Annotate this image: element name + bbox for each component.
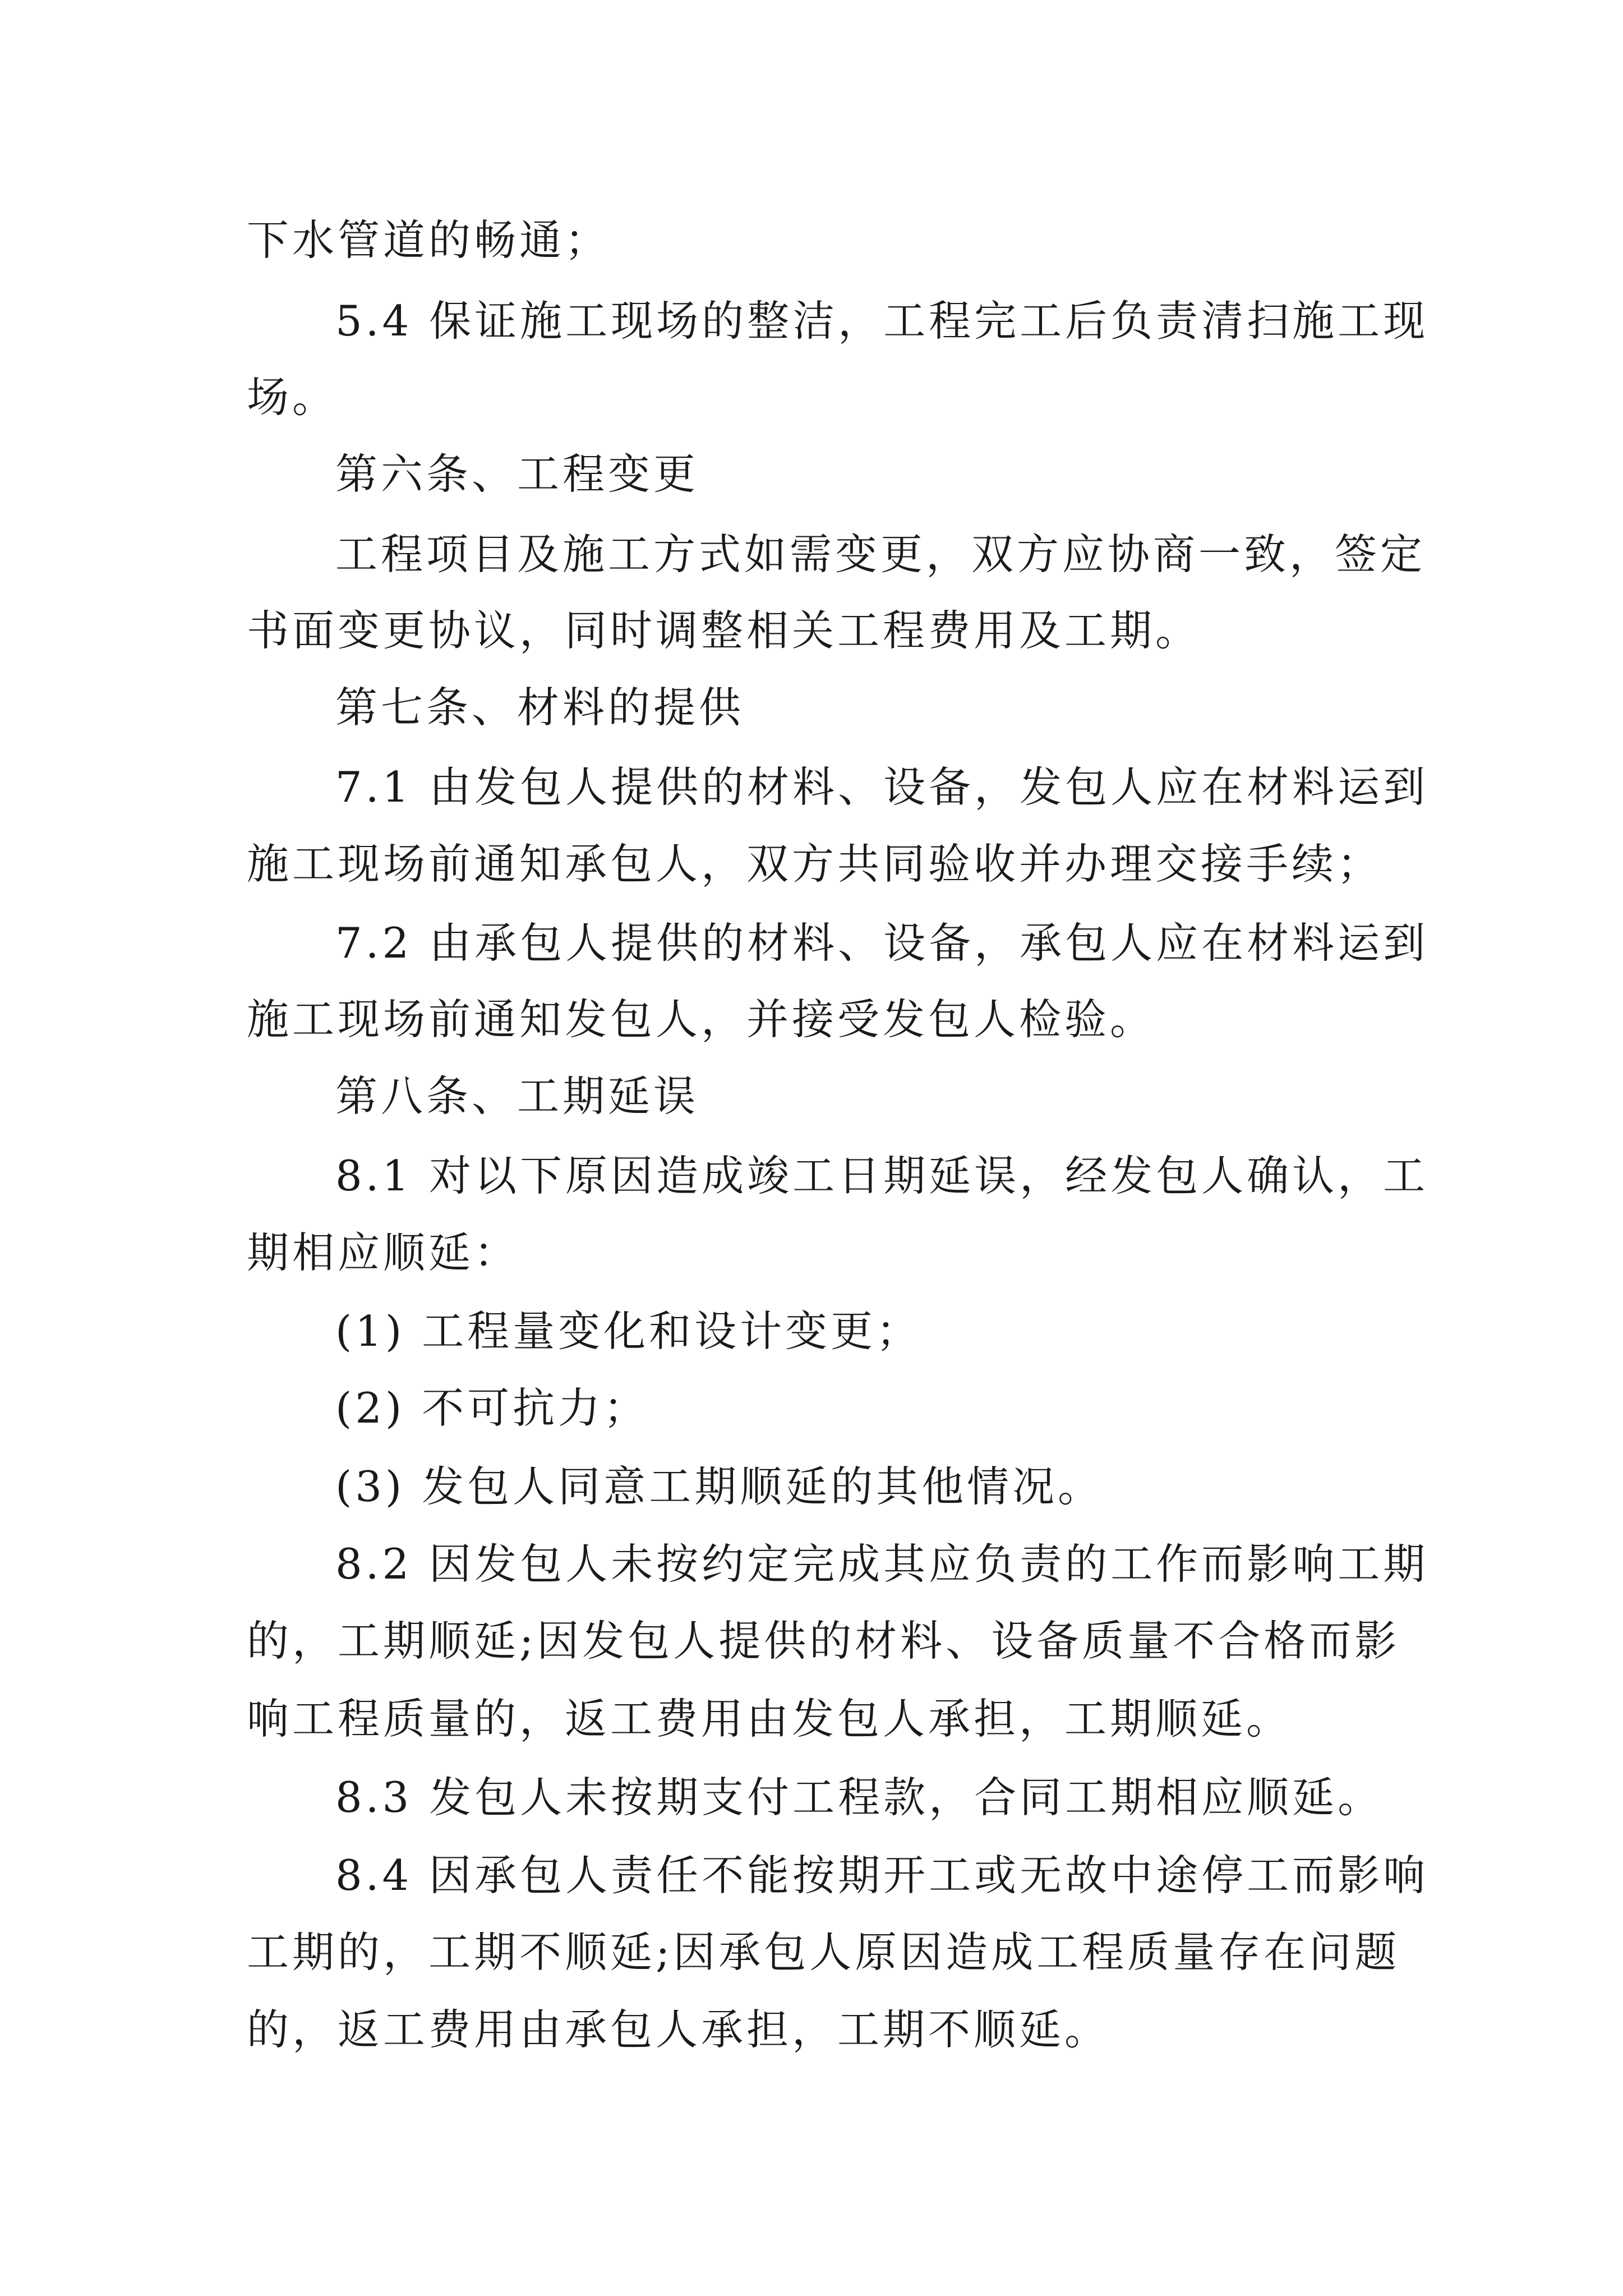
clause-8-3: 8.3 发包人未按期支付工程款，合同工期相应顺延。 bbox=[335, 1773, 1384, 1822]
paragraph-line: 工程项目及施工方式如需变更，双方应协商一致，签定 bbox=[335, 530, 1426, 579]
paragraph-line: 响工程质量的，返工费用由发包人承担，工期顺延。 bbox=[247, 1694, 1292, 1743]
clause-7-1: 7.1 由发包人提供的材料、设备，发包人应在材料运到 bbox=[335, 762, 1429, 812]
clause-8-4: 8.4 因承包人责任不能按期开工或无故中途停工而影响 bbox=[335, 1851, 1429, 1900]
paragraph-line: 期相应顺延： bbox=[247, 1228, 520, 1277]
clause-8-1: 8.1 对以下原因造成竣工日期延误，经发包人确认，工 bbox=[335, 1151, 1429, 1200]
section-heading-7: 第七条、材料的提供 bbox=[335, 683, 745, 732]
list-item: (2) 不可抗力； bbox=[335, 1383, 649, 1433]
paragraph-line: 施工现场前通知承包人，双方共同验收并办理交接手续； bbox=[247, 839, 1383, 889]
paragraph-line: 的，返工费用由承包人承担，工期不顺延。 bbox=[247, 2005, 1110, 2054]
text-line: 场。 bbox=[247, 372, 338, 422]
clause-7-2: 7.2 由承包人提供的材料、设备，承包人应在材料运到 bbox=[335, 918, 1429, 968]
paragraph-line: 施工现场前通知发包人，并接受发包人检验。 bbox=[247, 995, 1156, 1044]
text-line: 下水管道的畅通； bbox=[247, 215, 611, 265]
clause-5-4: 5.4 保证施工现场的整洁，工程完工后负责清扫施工现 bbox=[335, 296, 1429, 346]
section-heading-8: 第八条、工期延误 bbox=[335, 1071, 699, 1121]
paragraph-line: 的，工期顺延;因发包人提供的材料、设备质量不合格而影 bbox=[247, 1616, 1400, 1665]
paragraph-line: 工期的，工期不顺延;因承包人原因造成工程质量存在问题 bbox=[247, 1927, 1400, 1977]
list-item: (3) 发包人同意工期顺延的其他情况。 bbox=[335, 1462, 1104, 1511]
list-item: (1) 工程量变化和设计变更； bbox=[335, 1306, 922, 1356]
clause-8-2: 8.2 因发包人未按约定完成其应负责的工作而影响工期 bbox=[335, 1539, 1429, 1589]
section-heading-6: 第六条、工程变更 bbox=[335, 449, 699, 499]
paragraph-line: 书面变更协议，同时调整相关工程费用及工期。 bbox=[247, 606, 1201, 655]
